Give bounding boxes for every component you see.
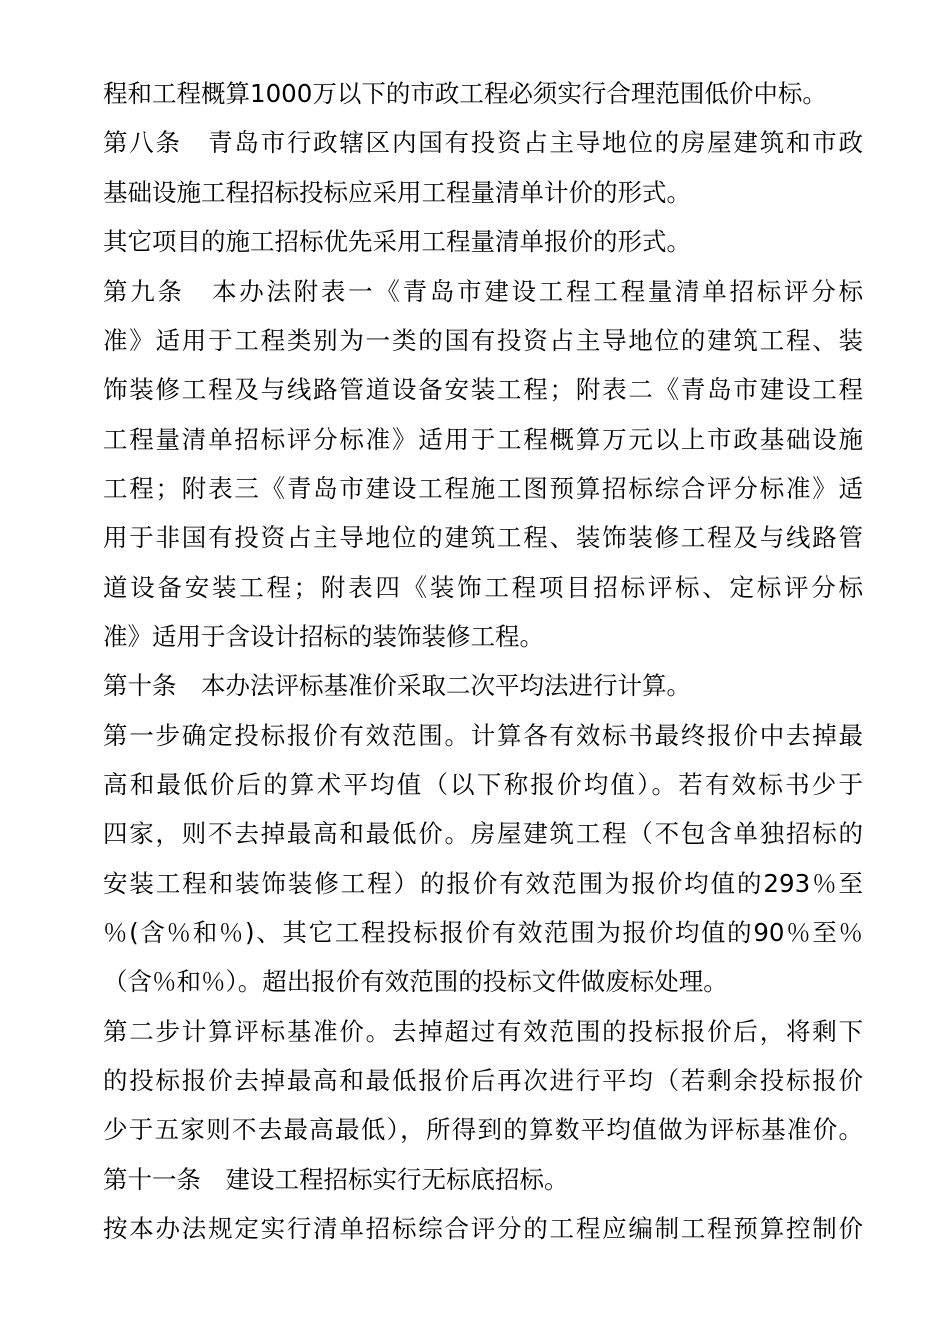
text-line: 程和工程概算1000万以下的市政工程必须实行合理范围低价中标。 [103,79,827,108]
text-line: 少于五家则不去最高最低），所得到的算数平均值做为评标基准价。 [103,1115,863,1144]
text-line: 按本办法规定实行清单招标综合评分的工程应编制工程预算控制价 [103,1214,863,1243]
text-line: 四家，则不去掉最高和最低价。房屋建筑工程（不包含单独招标的 [103,819,863,848]
text-line: ％(含％和％)、其它工程投标报价有效范围为报价均值的90％至％ [103,918,863,947]
text-line: 饰装修工程及与线路管道设备安装工程；附表二《青岛市建设工程 [103,375,863,404]
article-10-heading-line: 第十条 本办法评标基准价采取二次平均法进行计算。 [103,671,691,700]
text-line: 工程量清单招标评分标准》适用于工程概算万元以上市政基础设施 [103,425,863,454]
text-line: 高和最低价后的算术平均值（以下称报价均值）。若有效标书少于 [103,770,863,799]
article-9-heading-line: 第九条 本办法附表一《青岛市建设工程工程量清单招标评分标 [103,277,863,306]
text-line: （含％和％）。超出报价有效范围的投标文件做废标处理。 [103,967,728,996]
text-line: 道设备安装工程；附表四《装饰工程项目招标评标、定标评分标 [103,573,863,602]
text-line: 基础设施工程招标投标应采用工程量清单计价的形式。 [103,178,691,207]
text-line: 其它项目的施工招标优先采用工程量清单报价的形式。 [103,227,691,256]
text-line: 准》适用于工程类别为一类的国有投资占主导地位的建筑工程、装 [103,326,863,355]
article-8-heading-line: 第八条 青岛市行政辖区内国有投资占主导地位的房屋建筑和市政 [103,128,863,157]
text-line: 用于非国有投资占主导地位的建筑工程、装饰装修工程及与线路管 [103,523,863,552]
text-line: 工程；附表三《青岛市建设工程施工图预算招标综合评分标准》适 [103,474,863,503]
text-line: 第一步确定投标报价有效范围。计算各有效标书最终报价中去掉最 [103,721,863,750]
text-line: 准》适用于含设计招标的装饰装修工程。 [103,622,544,651]
text-line: 安装工程和装饰装修工程）的报价有效范围为报价均值的293％至 [103,869,863,898]
text-line: 的投标报价去掉最高和最低报价后再次进行平均（若剩余投标报价 [103,1066,863,1095]
article-11-heading-line: 第十一条 建设工程招标实行无标底招标。 [103,1165,569,1194]
text-line: 第二步计算评标基准价。去掉超过有效范围的投标报价后，将剩下 [103,1017,863,1046]
